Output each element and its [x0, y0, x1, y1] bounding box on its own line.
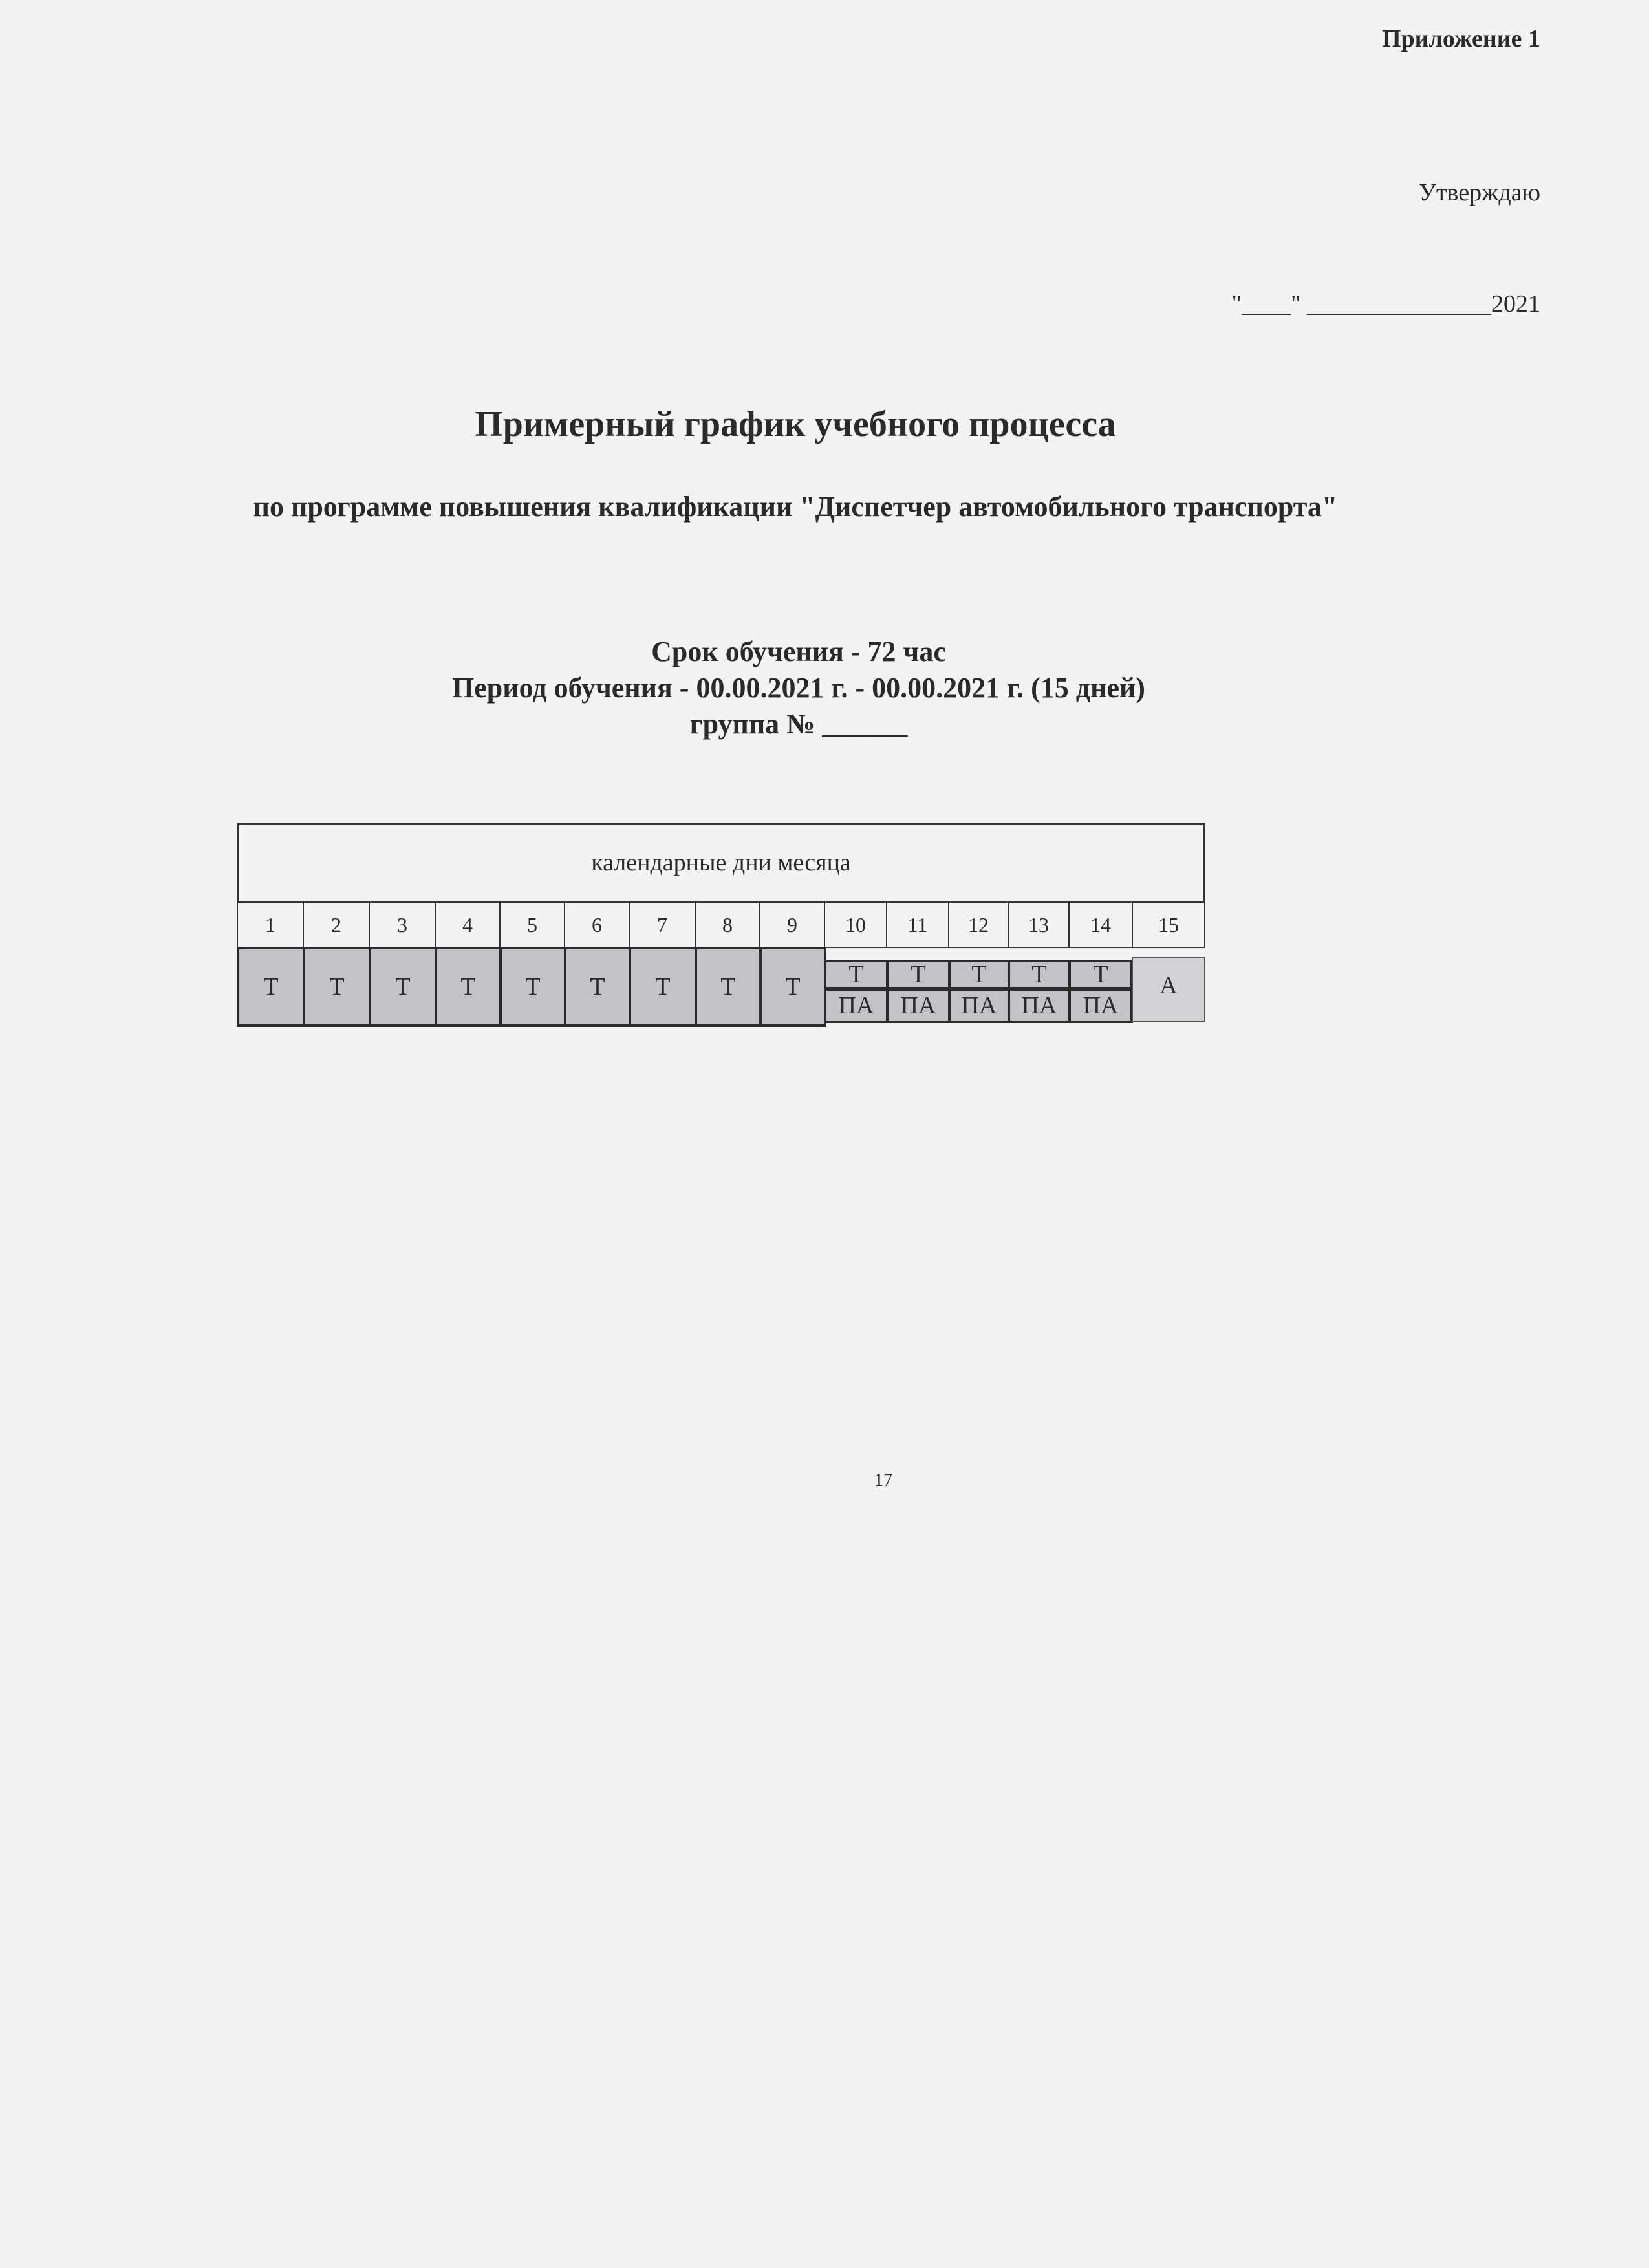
- schedule-cell-theory: Т: [237, 947, 305, 1027]
- document-subtitle: по программе повышения квалификации "Диспетчер автомобильного транспорта": [253, 491, 1338, 523]
- schedule-cell-assessment: ПА: [824, 988, 889, 1023]
- schedule-cell-assessment: ПА: [948, 988, 1010, 1023]
- schedule-cell-theory: Т: [759, 947, 826, 1027]
- appendix-label: Приложение 1: [1381, 25, 1540, 52]
- day-number: 14: [1068, 902, 1133, 948]
- schedule-cell-theory: Т: [1008, 960, 1071, 989]
- day-number: 13: [1008, 902, 1070, 948]
- day-number: 12: [948, 902, 1009, 948]
- day-number: 7: [629, 902, 696, 948]
- schedule-cell-theory: Т: [695, 947, 762, 1027]
- schedule-cell-assessment: ПА: [1008, 988, 1071, 1023]
- schedule-cell-theory: Т: [1068, 960, 1133, 989]
- table-header: календарные дни месяца: [237, 823, 1205, 903]
- day-number: 10: [824, 902, 887, 948]
- schedule-cell-theory: Т: [564, 947, 631, 1027]
- document-title: Примерный график учебного процесса: [475, 404, 1116, 444]
- day-number: 3: [369, 902, 436, 948]
- day-number: 1: [237, 902, 304, 948]
- approval-date-line: "____" _______________2021: [1231, 290, 1540, 318]
- day-number: 9: [759, 902, 825, 948]
- schedule-cell-theory: Т: [369, 947, 437, 1027]
- training-period: Период обучения - 00.00.2021 г. - 00.00.2021 г. (15 дней): [452, 672, 1145, 704]
- schedule-cell-theory: Т: [948, 960, 1010, 989]
- schedule-cell-theory: Т: [499, 947, 566, 1027]
- group-number: группа № ______: [689, 708, 908, 740]
- schedule-cell-theory: Т: [886, 960, 951, 989]
- schedule-cell-theory: Т: [629, 947, 697, 1027]
- approve-label: Утверждаю: [1419, 179, 1540, 206]
- schedule-cell-theory: Т: [824, 960, 889, 989]
- training-term: Срок обучения - 72 час: [651, 636, 946, 667]
- page-number: 17: [874, 1471, 892, 1491]
- day-number: 2: [303, 902, 370, 948]
- day-number: 4: [435, 902, 501, 948]
- schedule-cell-theory: Т: [435, 947, 502, 1027]
- schedule-cell-assessment: ПА: [1068, 988, 1133, 1023]
- schedule-table: [237, 823, 1208, 1046]
- schedule-cell-attestation: А: [1132, 957, 1205, 1022]
- schedule-cell-assessment: ПА: [886, 988, 951, 1023]
- schedule-cell-theory: Т: [303, 947, 371, 1027]
- day-number: 5: [499, 902, 565, 948]
- day-number: 6: [564, 902, 630, 948]
- day-number: 15: [1132, 902, 1205, 948]
- day-number: 11: [886, 902, 949, 948]
- day-number: 8: [695, 902, 760, 948]
